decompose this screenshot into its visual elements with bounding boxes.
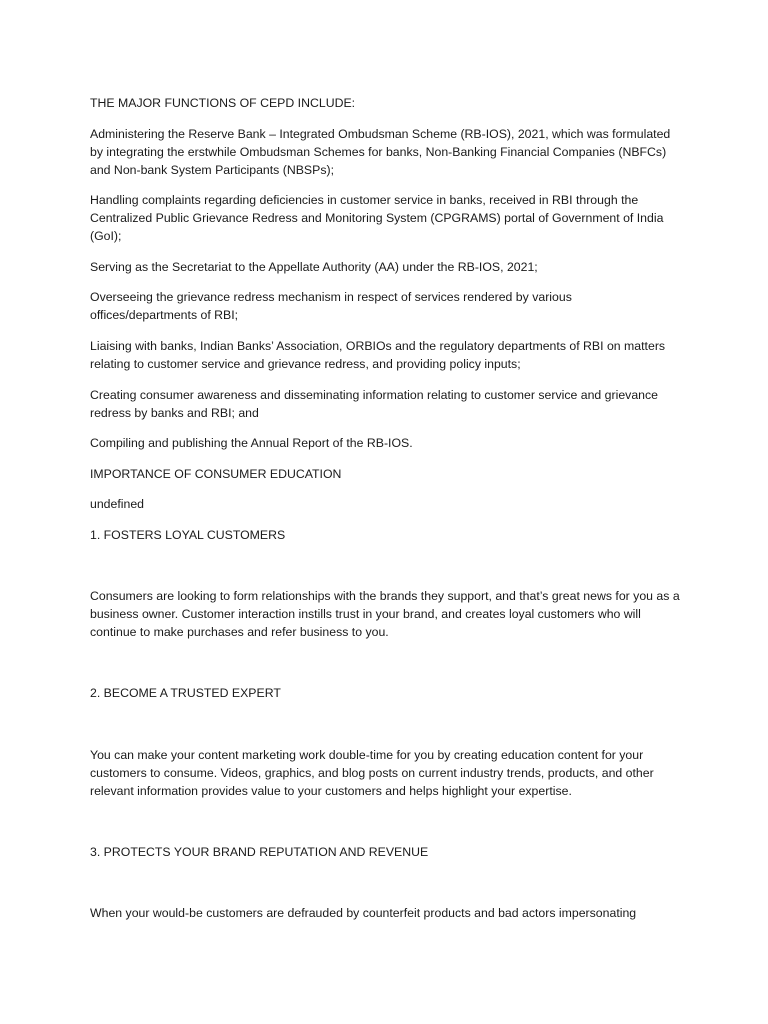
spacer: [90, 654, 682, 672]
spacer: [90, 715, 682, 733]
function-item-5: Liaising with banks, Indian Banks’ Association, ORBIOs and the regulatory departments of RBI on matters relating to customer service and grievance redress, and providing policy inputs;: [90, 338, 666, 371]
section-2-title: 2. BECOME A TRUSTED EXPERT: [90, 686, 281, 701]
function-item-1: Administering the Reserve Bank – Integrated Ombudsman Scheme (RB-IOS), 2021, which was formulated by integrating the erstwhile Ombudsman Schemes for banks, Non-Banking Financial Companies (NBFCs) and Non-bank System Participants (NBSPs);: [90, 126, 671, 177]
spacer: [90, 557, 682, 575]
heading-major-functions: THE MAJOR FUNCTIONS OF CEPD INCLUDE:: [90, 96, 356, 110]
section-3-title: 3. PROTECTS YOUR BRAND REPUTATION AND REVENUE: [90, 844, 429, 859]
undefined-text: undefined: [90, 497, 145, 512]
function-item-4: Overseeing the grievance redress mechanism in respect of services rendered by various offices/departments of RBI;: [90, 290, 572, 323]
section-2-body: You can make your content marketing work double-time for you by creating education content for your customers to consume. Videos, graphics, and blog posts on current industry trends, products, and other relevant information provides value to your customers and helps highlight your expertise.: [90, 747, 654, 798]
section-1-body: Consumers are looking to form relationships with the brands they support, and that’s great news for you as a business owner. Customer interaction instills trust in your brand, and creates loyal customers who will continue to make purchases and refer business to you.: [90, 589, 680, 640]
document-content: [90, 94, 682, 934]
spacer: [90, 873, 682, 891]
section-3-body: When your would-be customers are defrauded by counterfeit products and bad actors impersonating: [90, 905, 637, 920]
heading-importance: IMPORTANCE OF CONSUMER EDUCATION: [90, 466, 342, 481]
function-item-7: Compiling and publishing the Annual Report of the RB-IOS.: [90, 436, 413, 451]
function-item-2: Handling complaints regarding deficiencies in customer service in banks, received in RBI through the Centralized Public Grievance Redress and Monitoring System (CPGRAMS) portal of Government of India (GoI);: [90, 193, 664, 244]
spacer: [90, 812, 682, 830]
function-item-3: Serving as the Secretariat to the Appellate Authority (AA) under the RB-IOS, 2021;: [90, 259, 538, 274]
section-1-title: 1. FOSTERS LOYAL CUSTOMERS: [90, 527, 286, 542]
function-item-6: Creating consumer awareness and disseminating information relating to customer service and grievance redress by banks and RBI; and: [90, 387, 658, 420]
